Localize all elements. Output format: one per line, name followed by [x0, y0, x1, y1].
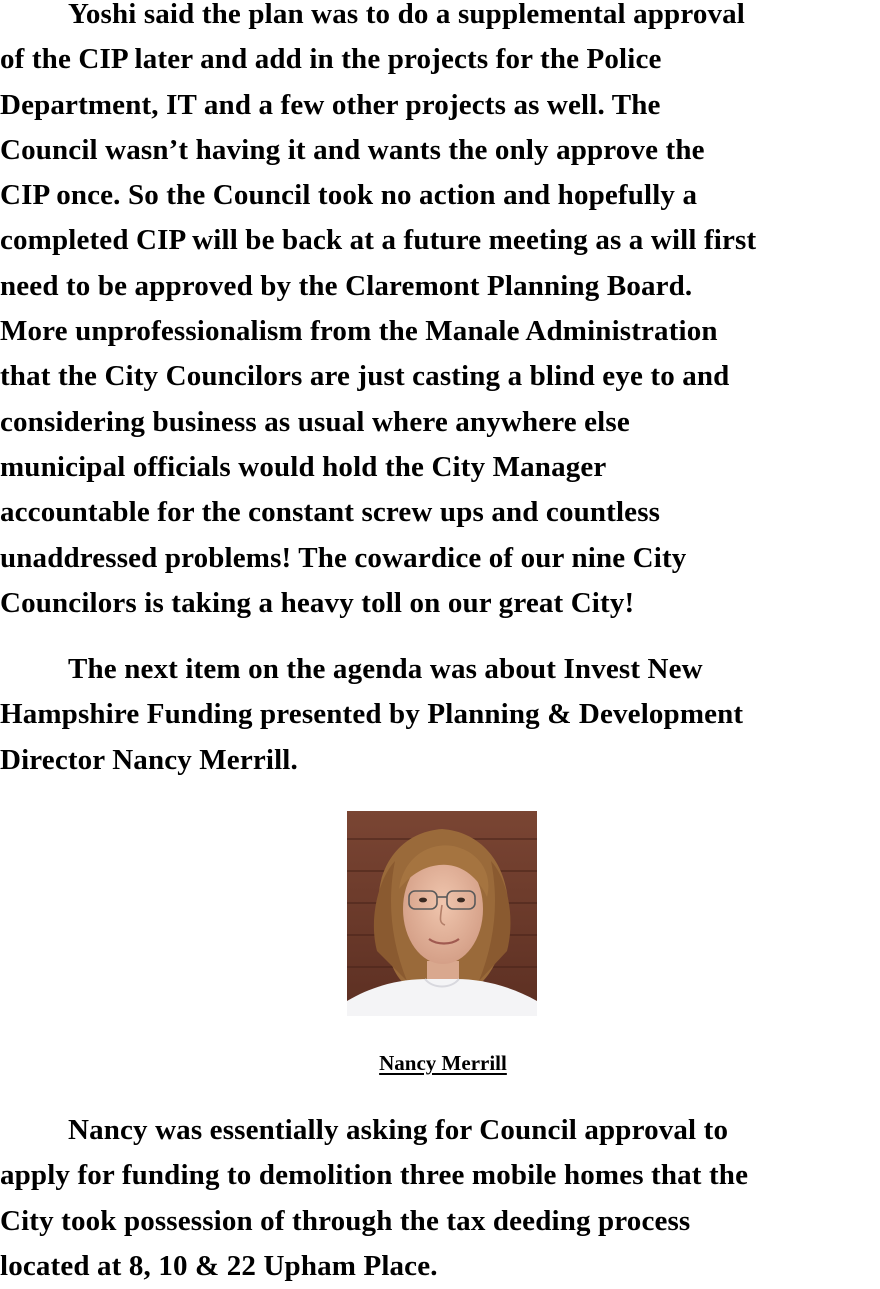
text-line: Councilors is taking a heavy toll on our great City!	[0, 586, 635, 619]
text-line: completed CIP will be back at a future meeting as a will first	[0, 224, 757, 257]
text-line: Nancy was essentially asking for Council approval to	[68, 1114, 729, 1146]
text-line: Hampshire Funding presented by Planning & Development	[0, 698, 744, 731]
text-line: More unprofessionalism from the Manale Administration	[0, 315, 718, 348]
text-line: apply for funding to demolition three mobile homes that the	[0, 1159, 749, 1192]
text-line: The next item on the agenda was about Invest New	[68, 653, 703, 685]
text-line: Director Nancy Merrill.	[0, 743, 298, 776]
text-line: need to be approved by the Claremont Planning Board.	[0, 269, 693, 302]
portrait-image	[347, 811, 537, 1016]
text-line: Council wasn’t having it and wants the only approve the	[0, 133, 705, 166]
text-line: Yoshi said the plan was to do a supplemental approval	[68, 0, 745, 30]
paragraph-invest-nh-intro	[0, 647, 743, 783]
portrait-photo	[347, 811, 537, 1016]
text-line: that the City Councilors are just casting a blind eye to and	[0, 360, 730, 393]
paragraph-cip-discussion	[0, 0, 756, 626]
text-line: municipal officials would hold the City Manager	[0, 450, 607, 483]
text-line: considering business as usual where anywhere else	[0, 405, 630, 438]
text-line: unaddressed problems! The cowardice of our nine City	[0, 541, 687, 574]
paragraph-demolition-request	[0, 1108, 748, 1289]
text-line: Department, IT and a few other projects as well. The	[0, 88, 661, 121]
text-line: of the CIP later and add in the projects for the Police	[0, 43, 662, 76]
text-line: accountable for the constant screw ups and countless	[0, 496, 661, 529]
text-line: CIP once. So the Council took no action and hopefully a	[0, 179, 698, 212]
text-line: City took possession of through the tax deeding process	[0, 1204, 691, 1237]
text-line: located at 8, 10 & 22 Upham Place.	[0, 1249, 438, 1282]
photo-caption: Nancy Merrill	[379, 1051, 507, 1075]
